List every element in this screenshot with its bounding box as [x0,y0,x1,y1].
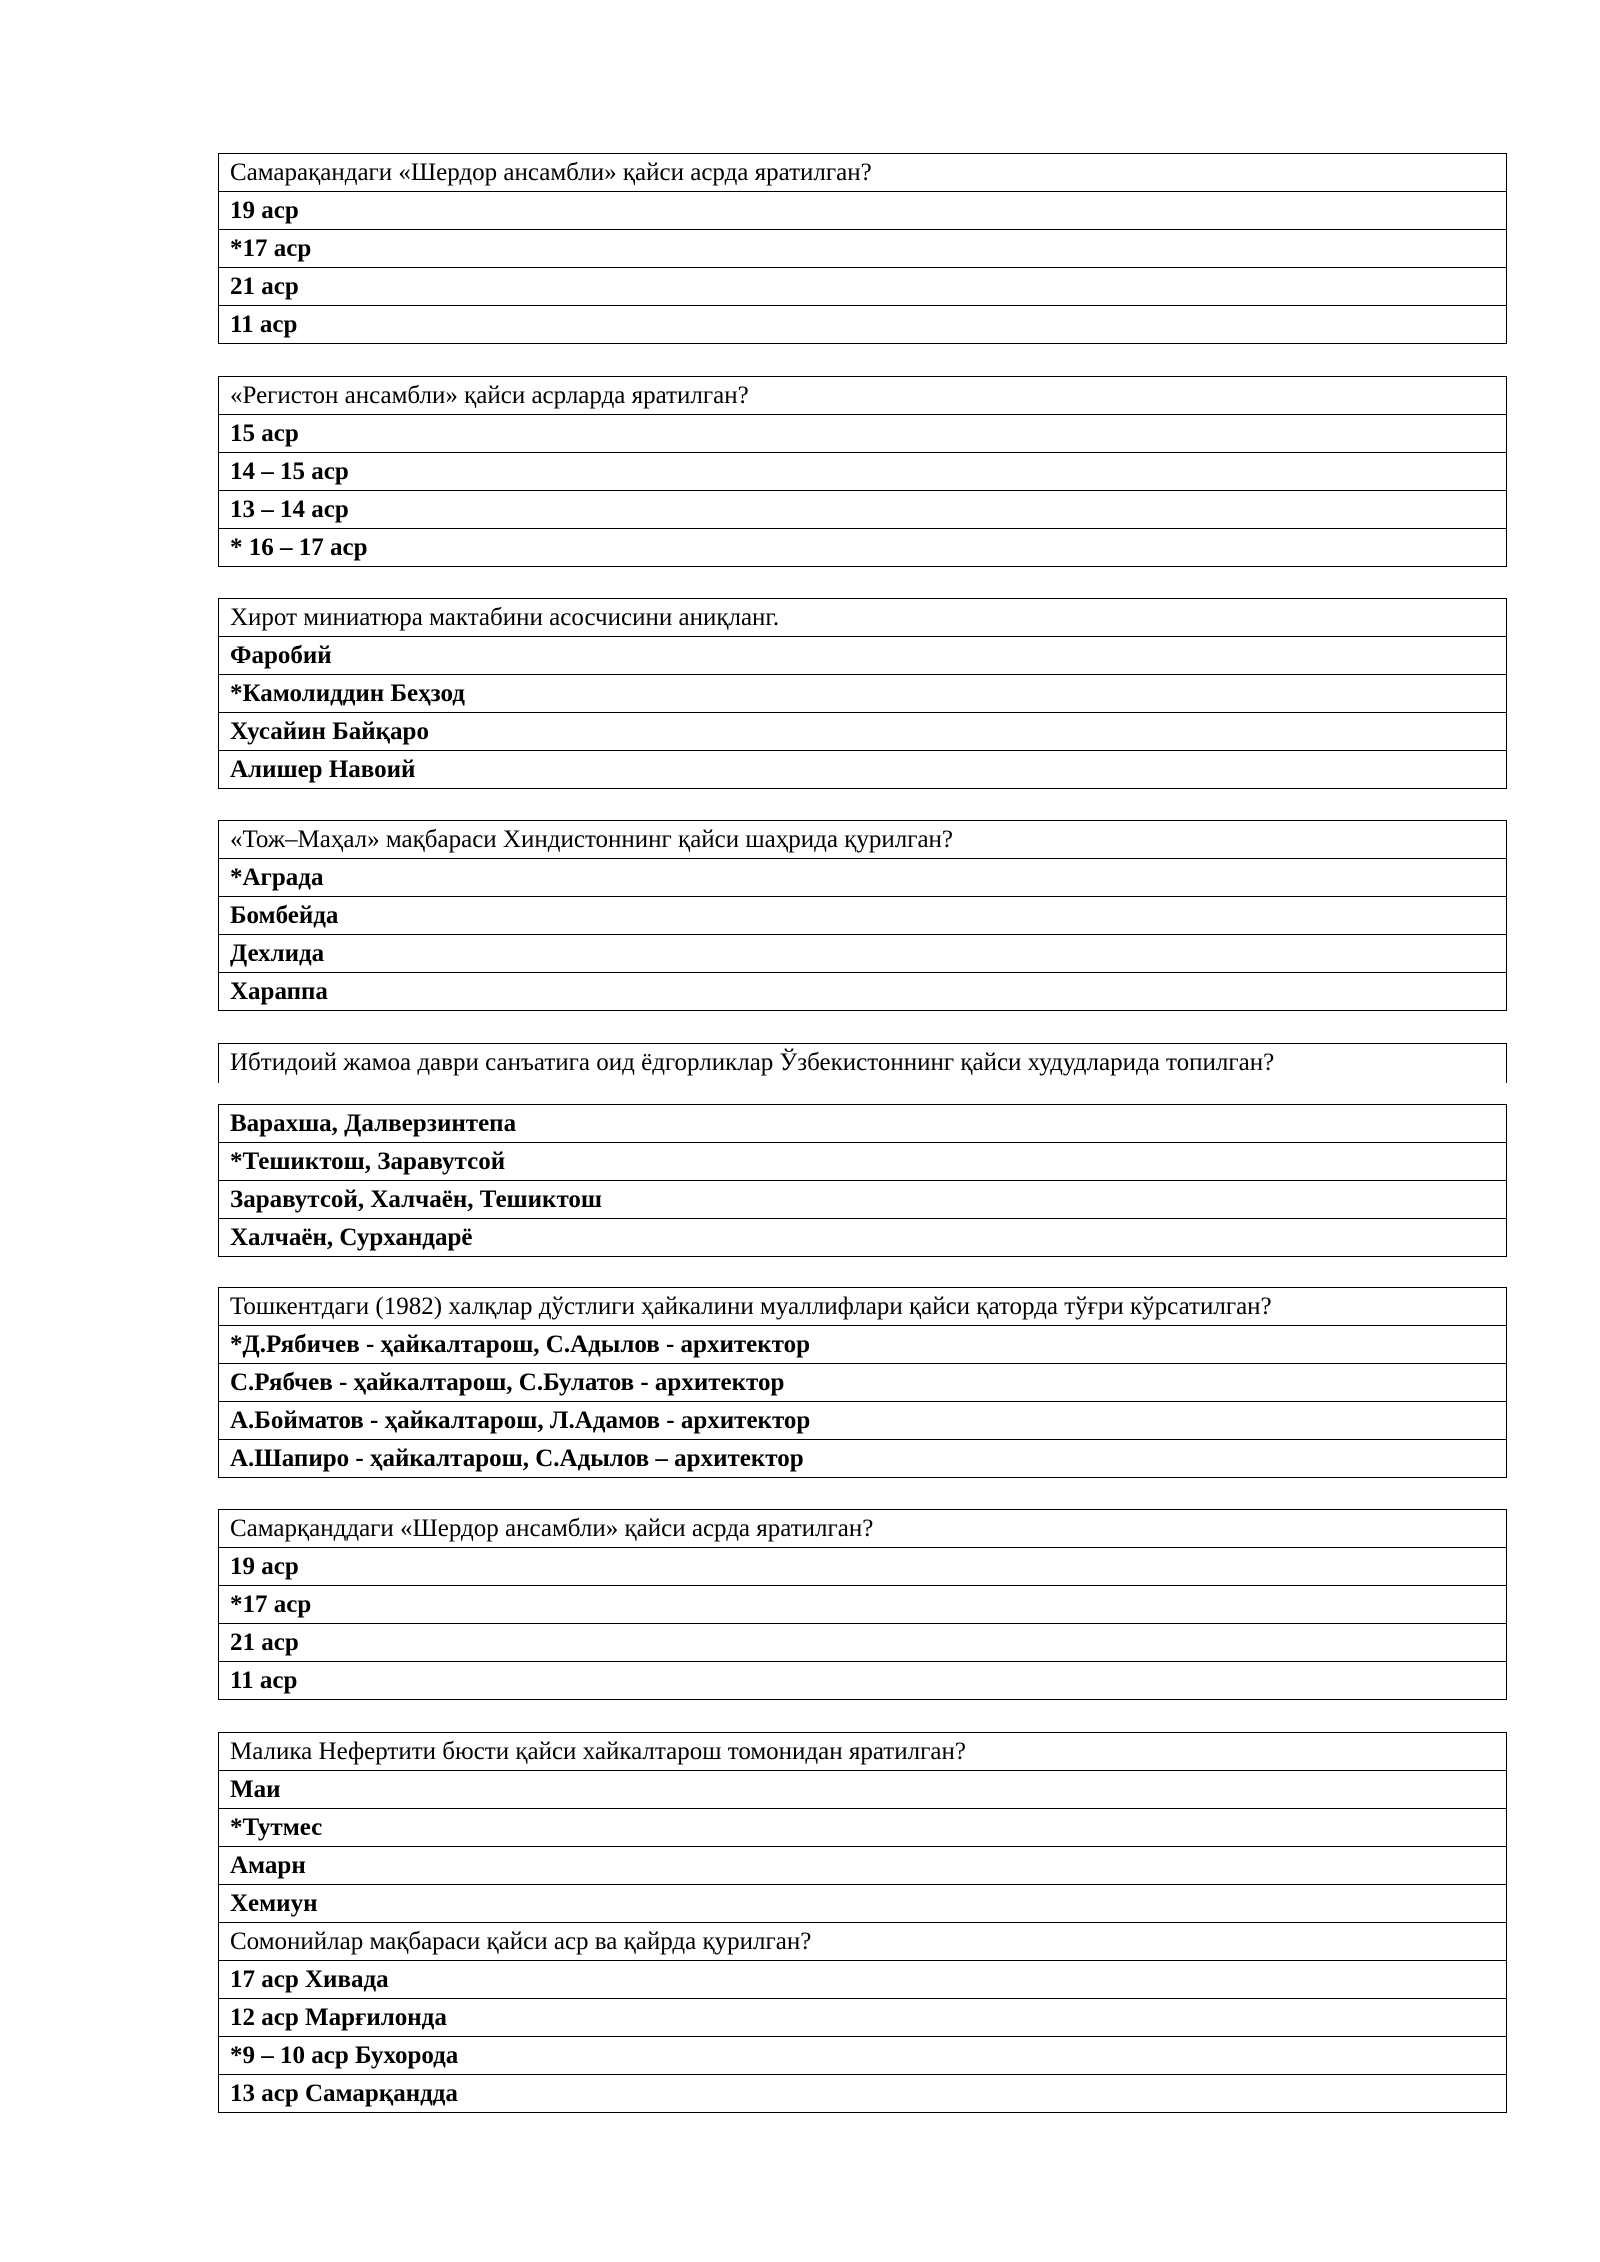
answer-option: С.Рябчев - ҳайкалтарош, С.Булатов - архитектор [219,1364,1506,1402]
question-text: «Регистон ансамбли» қайси асрларда яратилган? [219,377,1506,415]
answer-option: Хемиун [219,1885,1506,1923]
answer-option: *Д.Рябичев - ҳайкалтарош, С.Адылов - архитектор [219,1326,1506,1364]
answer-option: Бомбейда [219,897,1506,935]
question-text: Самарақандаги «Шердор ансамбли» қайси асрда яратилган? [219,154,1506,192]
answer-option: *Камолиддин Беҳзод [219,675,1506,713]
answer-option: * 16 – 17 аср [219,529,1506,567]
question-block [218,1287,1507,1478]
question-block [218,1043,1507,1083]
answer-option: 11 аср [219,306,1506,344]
answer-option: 14 – 15 аср [219,453,1506,491]
answer-option: 11 аср [219,1662,1506,1700]
answer-option: *17 аср [219,1586,1506,1624]
answer-option: Алишер Навоий [219,751,1506,789]
answer-option: 21 аср [219,268,1506,306]
answer-option: Хусайин Байқаро [219,713,1506,751]
question-text: Самарқанддаги «Шердор ансамбли» қайси асрда яратилган? [219,1510,1506,1548]
answer-option: 19 аср [219,192,1506,230]
answer-option: 19 аср [219,1548,1506,1586]
answer-option: 13 – 14 аср [219,491,1506,529]
answer-option: А.Шапиро - ҳайкалтарош, С.Адылов – архитектор [219,1440,1506,1478]
answer-option: 21 аср [219,1624,1506,1662]
answer-option: 13 аср Самарқандда [219,2075,1506,2113]
question-block [218,1732,1507,2113]
answer-option: 15 аср [219,415,1506,453]
question-block [218,598,1507,789]
answer-option: 17 аср Хивада [219,1961,1506,1999]
answer-option: *17 аср [219,230,1506,268]
answer-option: Хараппа [219,973,1506,1011]
question-block [218,1509,1507,1700]
answer-option: Заравутсой, Халчаён, Тешиктош [219,1181,1506,1219]
answer-option: 12 аср Марғилонда [219,1999,1506,2037]
options-block [218,1104,1507,1257]
question-text: «Тож–Маҳал» мақбараси Хиндистоннинг қайси шаҳрида қурилган? [219,821,1506,859]
question-text: Тошкентдаги (1982) халқлар дўстлиги ҳайкалини муаллифлари қайси қаторда тўғри кўрсатилган? [219,1288,1506,1326]
question-text: Сомонийлар мақбараси қайси аср ва қайрда қурилган? [219,1923,1506,1961]
answer-option: Маи [219,1771,1506,1809]
answer-option: *Тутмес [219,1809,1506,1847]
answer-option: Дехлида [219,935,1506,973]
question-text: Хирот миниатюра мактабини асосчисини аниқланг. [219,599,1506,637]
question-block [218,820,1507,1011]
answer-option: Фаробий [219,637,1506,675]
answer-option: *9 – 10 аср Бухорода [219,2037,1506,2075]
question-block [218,153,1507,344]
question-block [218,376,1507,567]
question-text: Малика Нефертити бюсти қайси хайкалтарош томонидан яратилган? [219,1733,1506,1771]
answer-option: Амарн [219,1847,1506,1885]
question-text: Ибтидоий жамоа даври санъатига оид ёдгорликлар Ўзбекистоннинг қайси худудларида топилган? [230,1049,1275,1076]
answer-option: *Аграда [219,859,1506,897]
answer-option: Халчаён, Сурхандарё [219,1219,1506,1257]
answer-option: А.Бойматов - ҳайкалтарош, Л.Адамов - архитектор [219,1402,1506,1440]
answer-option: *Тешиктош, Заравутсой [219,1143,1506,1181]
answer-option: Варахша, Далверзинтепа [219,1105,1506,1143]
